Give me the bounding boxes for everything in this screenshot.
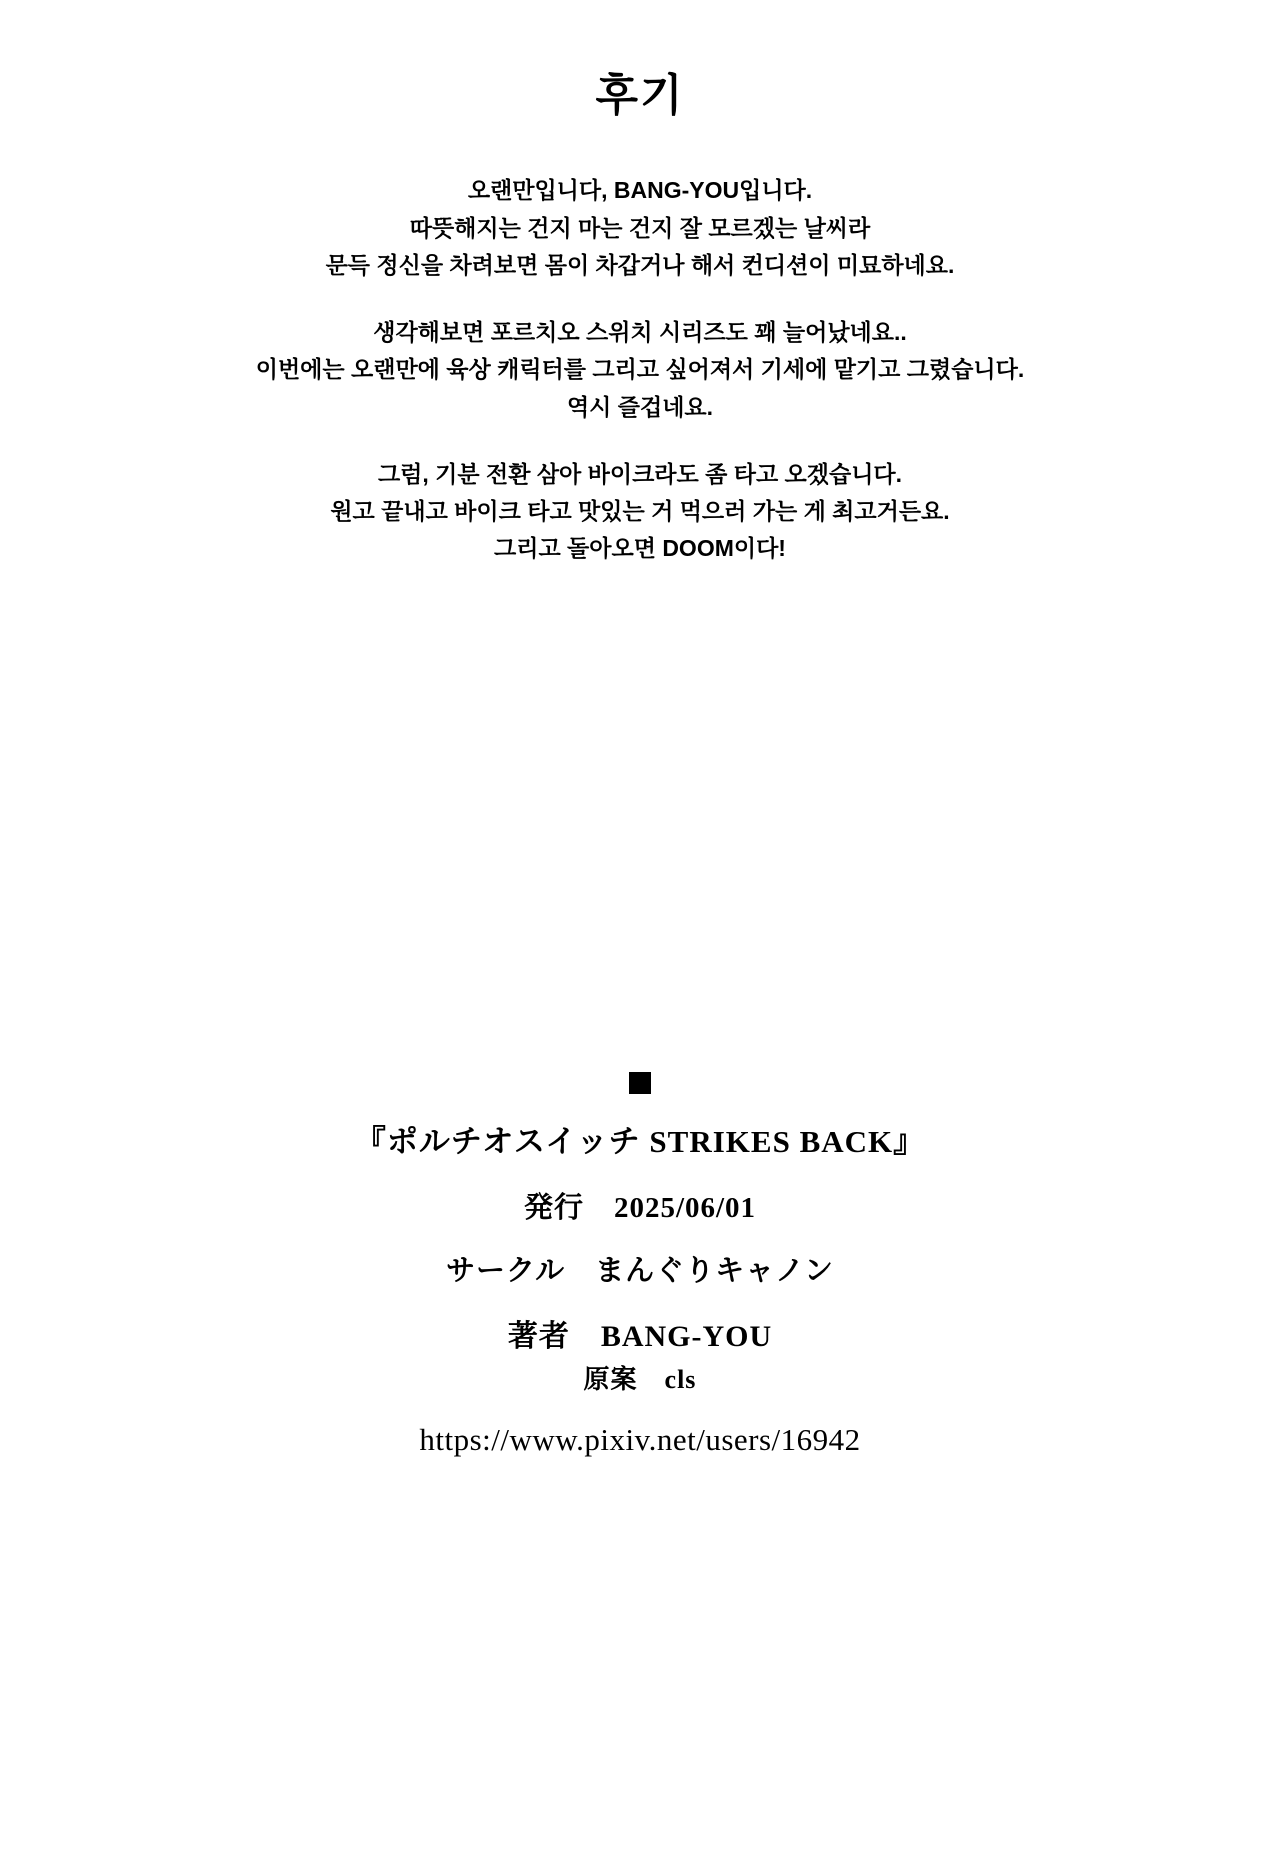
afterword-paragraph	[0, 172, 1280, 284]
afterword-line: 원고 끝내고 바이크 타고 맛있는 거 먹으러 가는 게 최고거든요.	[330, 498, 950, 525]
page-title: 후기	[595, 71, 685, 120]
afterword-line: 이번에는 오랜만에 육상 캐릭터를 그리고 싶어져서 기세에 맡기고 그렸습니다.	[255, 356, 1025, 383]
original-concept: 原案 cls	[583, 1365, 697, 1394]
afterword-paragraph	[0, 456, 1280, 568]
square-mark-icon	[629, 1072, 651, 1094]
pixiv-url[interactable]: https://www.pixiv.net/users/16942	[419, 1422, 861, 1457]
afterword-body	[0, 172, 1280, 567]
publish-date: 発行 2025/06/01	[523, 1192, 757, 1224]
afterword-line: 생각해보면 포르치오 스위치 시리즈도 꽤 늘어났네요..	[373, 319, 907, 346]
afterword-line: 오랜만입니다, BANG-YOU입니다.	[467, 177, 813, 204]
afterword-line: 문득 정신을 차려보면 몸이 차갑거나 해서 컨디션이 미묘하네요.	[325, 251, 955, 278]
afterword-line: 그리고 돌아오면 DOOM이다!	[494, 535, 786, 562]
work-title: 『ポルチオスイッチ STRIKES BACK』	[354, 1124, 926, 1159]
author-name: 著者 BANG-YOU	[507, 1320, 773, 1353]
afterword-page	[0, 72, 1280, 1862]
afterword-line: 그럼, 기분 전환 삼아 바이크라도 좀 타고 오겠습니다.	[377, 460, 903, 487]
afterword-paragraph	[0, 314, 1280, 426]
circle-name: サークル まんぐりキャノン	[446, 1255, 834, 1287]
afterword-line: 따뜻해지는 건지 마는 건지 잘 모르겠는 날씨라	[409, 214, 871, 241]
colophon	[0, 1072, 1280, 1458]
afterword-line: 역시 즐겁네요.	[566, 393, 714, 420]
